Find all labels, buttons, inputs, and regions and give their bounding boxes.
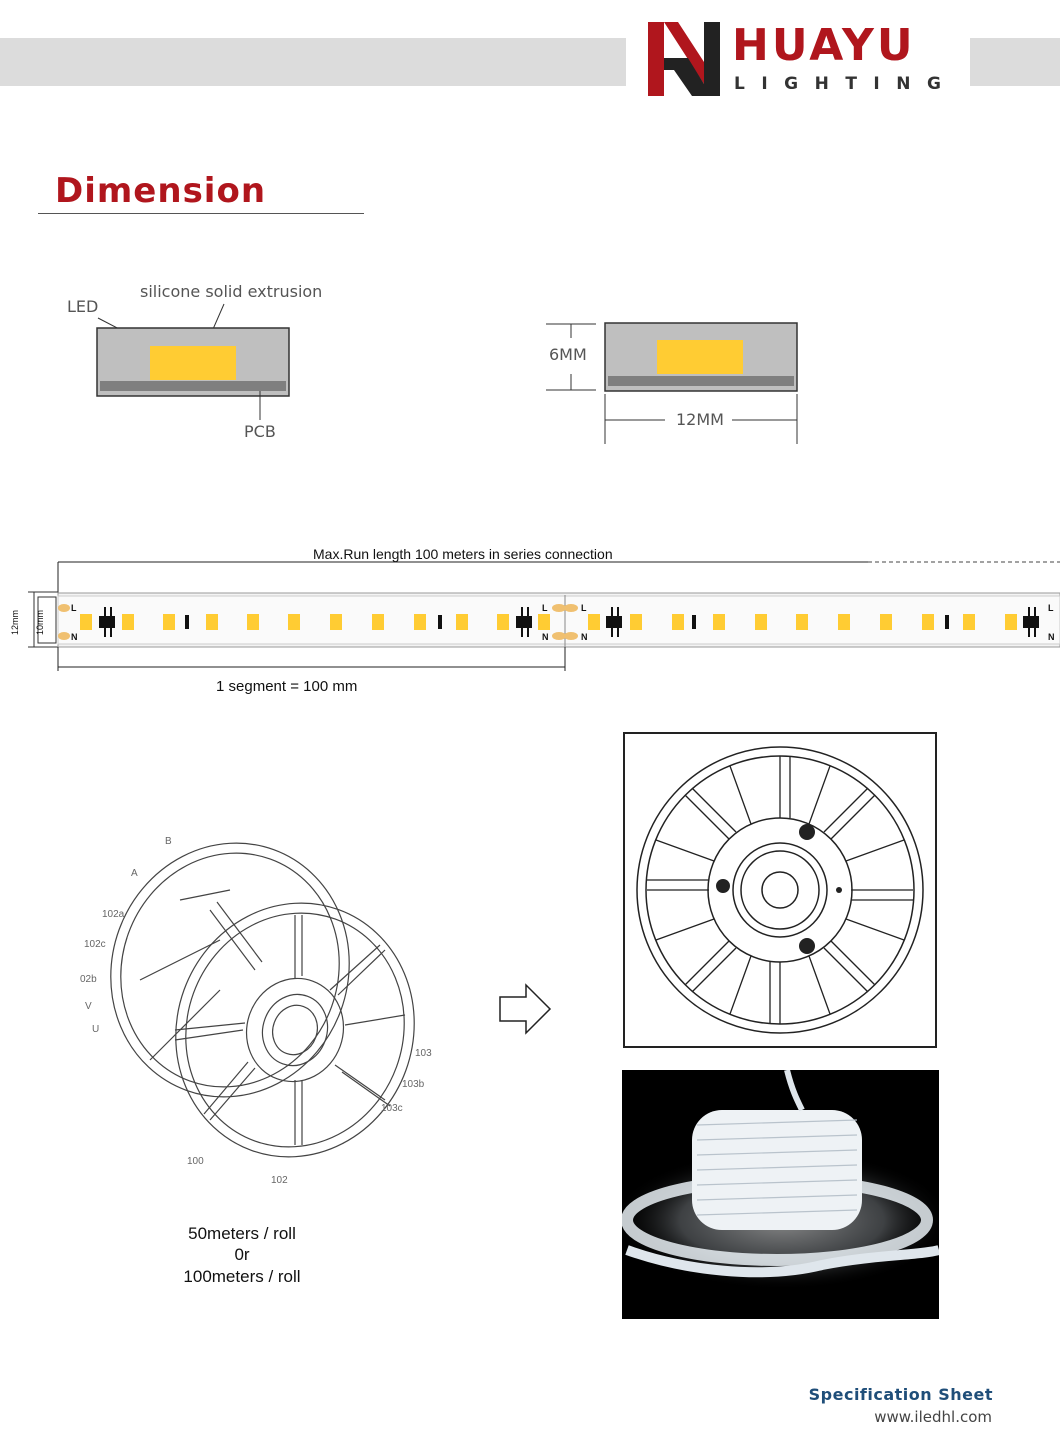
height-dimension-label: 6MM (549, 345, 587, 364)
reel-label-a: A (131, 868, 138, 879)
reel-label-u: U (92, 1024, 100, 1035)
terminal-l-label-4: L (1048, 603, 1054, 613)
terminal-l-label: L (71, 603, 77, 613)
reel-label-103c: 103c (381, 1103, 403, 1114)
reel-label-102: 102 (271, 1175, 288, 1186)
led-roll-photo (622, 1070, 939, 1319)
reel-patent-drawing (80, 830, 440, 1180)
cross-section-diagram (60, 300, 310, 430)
footer-url: www.iledhl.com (874, 1408, 992, 1426)
silicone-label: silicone solid extrusion (140, 282, 323, 301)
reel-label-102c: 102c (84, 939, 106, 950)
huayu-logo-icon (648, 22, 720, 96)
reel-label-b: B (165, 836, 172, 847)
brand-subtitle: LIGHTING (734, 74, 958, 94)
terminal-n-label-2: N (542, 632, 549, 642)
width-dimension-label: 12MM (676, 410, 724, 429)
led-chip (150, 346, 236, 380)
terminal-l-label-3: L (581, 603, 587, 613)
reel-label-103: 103 (415, 1048, 432, 1059)
pcb-layer (100, 381, 286, 391)
max-run-label: Max.Run length 100 meters in series connection (313, 546, 613, 562)
terminal-n-label-3: N (581, 632, 588, 642)
pcb-label: PCB (244, 422, 276, 441)
reel-label-100: 100 (187, 1156, 204, 1167)
segment-label: 1 segment = 100 mm (216, 678, 358, 695)
reel-label-103b: 103b (402, 1079, 425, 1090)
roll-length-line2: 0r (234, 1245, 250, 1264)
reel-label-02b: 02b (80, 974, 97, 985)
terminal-l-label-2: L (542, 603, 548, 613)
brand-name: HUAYU (732, 20, 916, 71)
section-title: Dimension (55, 171, 267, 211)
inner-height-label: 10mm (35, 609, 45, 635)
dimension-diagram (540, 318, 810, 448)
roll-length-line3: 100meters / roll (183, 1267, 301, 1286)
footer-title: Specification Sheet (808, 1385, 993, 1404)
header-bar-left (0, 38, 626, 86)
reel-label-102a: 102a (102, 909, 125, 920)
arrow-right-icon (498, 983, 554, 1035)
reel-front-view (623, 732, 937, 1048)
terminal-n-label: N (71, 632, 78, 642)
header-bar-right (970, 38, 1060, 86)
terminal-n-label-4: N (1048, 632, 1055, 642)
outer-height-label: 12mm (10, 609, 20, 635)
led-strip-diagram (0, 555, 1060, 675)
reel-label-v: V (85, 1001, 92, 1012)
led-label: LED (67, 297, 99, 316)
section-title-underline (38, 213, 364, 214)
roll-length-line1: 50meters / roll (188, 1224, 296, 1243)
